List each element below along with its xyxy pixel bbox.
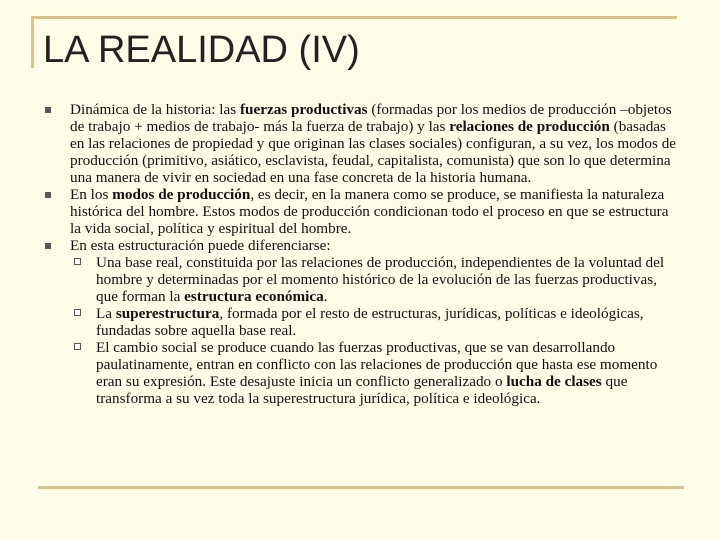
square-bullet-icon (45, 243, 51, 249)
top-rule (31, 16, 677, 19)
bullet-text: En los (70, 186, 113, 203)
sub-bullet-text: La (96, 305, 116, 322)
bullet-item (70, 237, 680, 254)
sub-bullet-bold-text: superestructura (115, 305, 220, 322)
bullet-text: Dinámica de la historia: las (70, 101, 240, 118)
sub-bullet-item (96, 339, 680, 407)
sub-bullet-text: . (323, 288, 328, 305)
sub-bullet-text: que transforma a su vez toda la superestructura jurídica, política e ideológica. (96, 373, 628, 407)
square-bullet-icon (45, 192, 51, 198)
left-rule (31, 16, 34, 68)
bullet-text: , es decir, en la manera como se produce, se manifiesta la naturaleza histórica del hombre. Estos modos de producción condicionan todo el proceso en que se estructura la vida social, política y espiritual del hombre. (70, 186, 669, 237)
bullet-bold-text: modos de producción (112, 186, 251, 203)
square-bullet-icon (45, 107, 51, 113)
sub-bullet-bold-text: lucha de clases (506, 373, 602, 390)
bullet-text: (basadas en las relaciones de propiedad y que originan las clases sociales) configuran, a su vez, los modos de producción (primitivo, asiático, esclavista, feudal, capitalista, comunista) que son lo que determina una manera de vivir en sociedad en una fase concreta de la historia humana. (70, 118, 677, 186)
bullet-text: En esta estructuración puede diferenciarse: (70, 237, 331, 254)
bullet-item (70, 186, 680, 237)
slide-title: LA REALIDAD (IV) (43, 29, 360, 71)
bullet-bold-text: relaciones de producción (449, 118, 610, 135)
bullet-bold-text: fuerzas productivas (239, 101, 368, 118)
hollow-square-bullet-icon (74, 343, 81, 350)
bullet-item (70, 101, 680, 186)
bottom-rule (38, 486, 684, 489)
slide-body (0, 101, 720, 407)
sub-bullet-text: El cambio social se produce cuando las fuerzas productivas, que se van desarrollando paulatinamente, entran en conflicto con las relaciones de producción que hasta ese momento eran su expresión. Este desajuste inicia un conflicto generalizado o (96, 339, 658, 390)
hollow-square-bullet-icon (74, 309, 81, 316)
sub-bullet-bold-text: estructura económica (184, 288, 324, 305)
sub-bullet-text: Una base real, constituida por las relaciones de producción, independientes de la voluntad del hombre y determinadas por el momento histórico de la evolución de las fuerzas productivas, que forman la (96, 254, 665, 305)
bullet-text: (formadas por los medios de producción –objetos de trabajo + medios de trabajo- más la fuerza de trabajo) y las (70, 101, 672, 135)
sub-bullet-item (96, 254, 680, 305)
sub-bullet-text: , formada por el resto de estructuras, jurídicas, políticas e ideológicas, fundadas sobre aquella base real. (96, 305, 644, 339)
sub-bullet-item (96, 305, 680, 339)
hollow-square-bullet-icon (74, 258, 81, 265)
